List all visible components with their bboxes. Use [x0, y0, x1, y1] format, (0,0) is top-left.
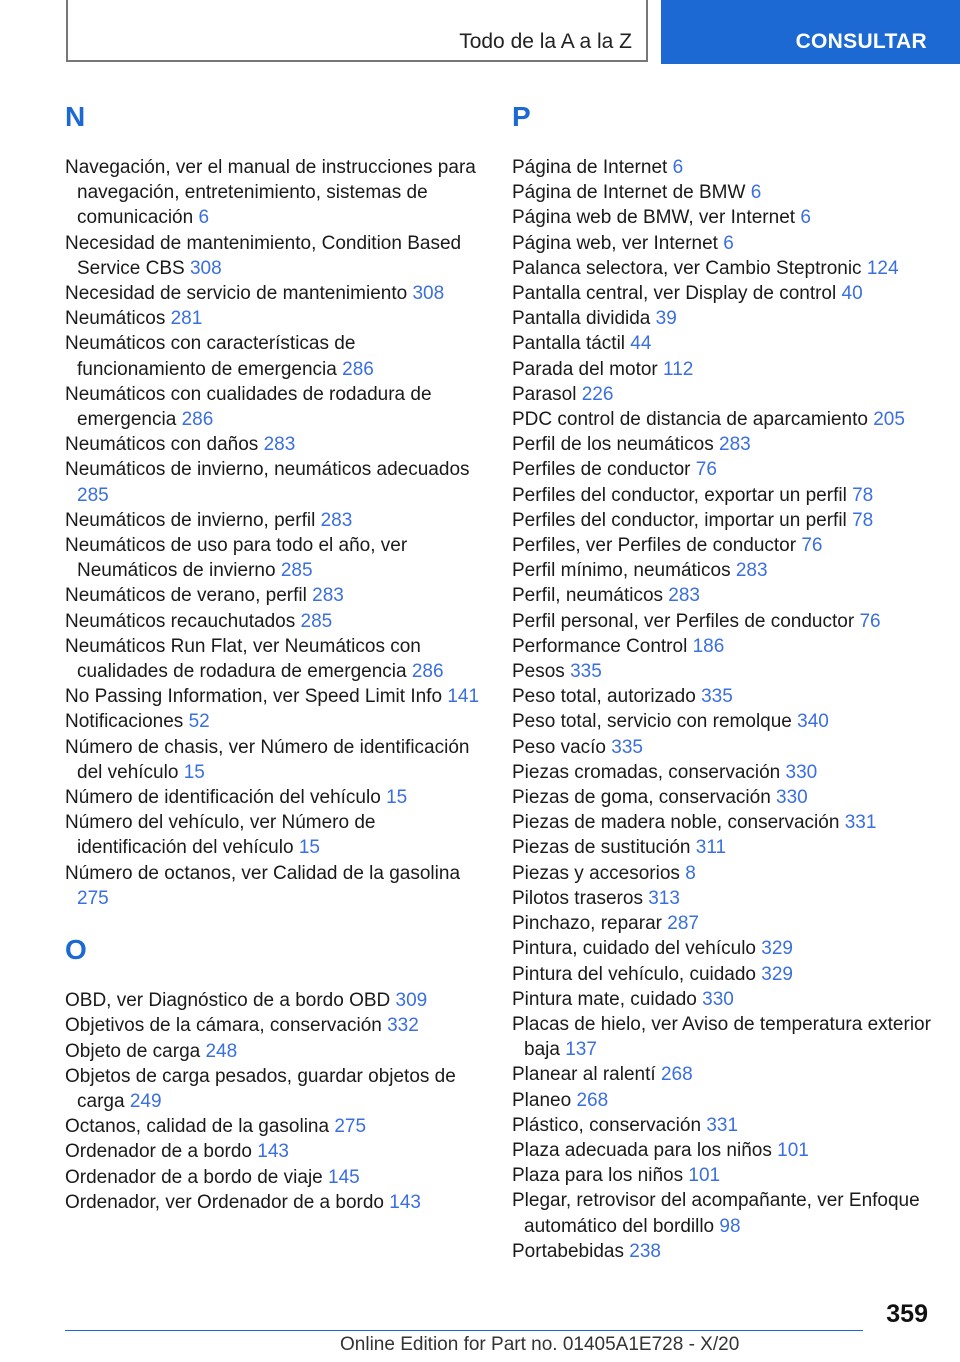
- index-entry-text: Necesidad de servicio de mantenimiento: [65, 283, 408, 305]
- index-entry: [65, 785, 485, 810]
- index-entry: [65, 684, 485, 709]
- index-page-link[interactable]: 40: [841, 283, 863, 305]
- index-entry-text: Pintura mate, cuidado: [512, 988, 697, 1010]
- index-entry-text: Portabebidas: [512, 1240, 624, 1262]
- index-page-link[interactable]: 39: [655, 308, 677, 330]
- index-entry: [512, 659, 932, 684]
- index-page-link[interactable]: 286: [411, 661, 444, 683]
- index-page-link[interactable]: 283: [668, 585, 700, 607]
- index-entry: [512, 357, 932, 382]
- footer-rule: [65, 1330, 863, 1331]
- index-letter-heading: N: [65, 101, 86, 132]
- index-page-link[interactable]: 186: [692, 635, 725, 657]
- index-entry: [65, 634, 485, 684]
- index-entry-text: Octanos, calidad de la gasolina: [65, 1116, 330, 1138]
- index-entry-text: Notificaciones: [65, 711, 184, 733]
- index-page-link[interactable]: 286: [342, 358, 374, 380]
- index-entry: [512, 382, 932, 407]
- index-page-link[interactable]: 124: [866, 257, 899, 279]
- index-entry: [512, 533, 932, 558]
- index-entry-text: Plaza para los niños: [512, 1165, 684, 1187]
- index-entry: [65, 609, 485, 634]
- index-entry: [65, 1139, 485, 1164]
- index-entry-text: Página de Internet: [512, 157, 668, 178]
- index-entry: [512, 962, 932, 987]
- index-entry-text: Número de octanos, ver Calidad de la gasolina: [65, 862, 461, 884]
- index-entry: [512, 987, 932, 1012]
- index-entry: [65, 735, 485, 785]
- index-page-link[interactable]: 15: [386, 787, 408, 809]
- index-entry-text: Perfil, neumáticos: [512, 585, 664, 607]
- index-entry: [512, 634, 932, 659]
- index-page-link[interactable]: 313: [648, 887, 680, 909]
- index-page-link[interactable]: 335: [570, 661, 602, 683]
- index-entry-text: Objetos de carga pesados, guardar objetos de carga: [65, 1065, 456, 1112]
- index-page-link[interactable]: 238: [629, 1240, 661, 1262]
- index-page-link[interactable]: 15: [298, 837, 320, 859]
- section-tab-label: Todo de la A a la Z: [459, 30, 632, 53]
- index-entry-text: Plástico, conservación: [512, 1114, 702, 1136]
- index-entry: [65, 1064, 485, 1114]
- index-entry: [512, 331, 932, 356]
- index-entry: [65, 1013, 485, 1038]
- index-entry-text: Planear al ralentí: [512, 1064, 656, 1086]
- index-page-link[interactable]: 268: [660, 1064, 693, 1086]
- index-entry: [512, 1239, 932, 1264]
- index-entry-text: Perfiles, ver Perfiles de conductor: [512, 535, 797, 557]
- footer-edition: Online Edition for Part no. 01405A1E728 - X/20: [340, 1334, 740, 1355]
- index-entry: [65, 583, 485, 608]
- index-entry: [512, 735, 932, 760]
- index-entry: [65, 1114, 485, 1139]
- chapter-tab-label: CONSULTAR: [795, 30, 927, 53]
- index-entry: [65, 709, 485, 734]
- index-page-link[interactable]: 286: [181, 409, 214, 431]
- index-page-link[interactable]: 275: [334, 1116, 367, 1138]
- index-entry-text: Neumáticos de invierno, neumáticos adecuados: [65, 459, 470, 481]
- index-entry-text: Perfil de los neumáticos: [512, 434, 714, 456]
- index-column-left: [65, 98, 485, 1215]
- index-entry-text: Piezas y accesorios: [512, 862, 680, 884]
- index-entry-text: Pintura del vehículo, cuidado: [512, 963, 756, 985]
- index-entry-text: OBD, ver Diagnóstico de a bordo OBD: [65, 990, 391, 1012]
- index-page-link[interactable]: 285: [280, 560, 313, 582]
- index-page-link[interactable]: 332: [387, 1015, 419, 1037]
- index-entry: [512, 155, 932, 180]
- index-entry-text: Pantalla dividida: [512, 308, 651, 330]
- index-entry-text: Neumáticos con cualidades de rodadura de emergencia: [65, 383, 432, 431]
- index-entry: [512, 231, 932, 256]
- index-entry: [512, 558, 932, 583]
- index-page-link[interactable]: 8: [685, 862, 696, 884]
- index-page-link[interactable]: 311: [695, 837, 727, 859]
- index-entry-text: Plegar, retrovisor del acompañante, ver Enfoque automático del bordillo: [512, 1190, 920, 1237]
- index-entry-text: Perfiles del conductor, importar un perfil: [512, 509, 847, 531]
- index-page-link[interactable]: 226: [581, 383, 614, 405]
- index-page-link[interactable]: 137: [565, 1039, 597, 1061]
- index-page-link[interactable]: 78: [852, 484, 874, 506]
- index-entry: [512, 785, 932, 810]
- index-entry-text: Pilotos traseros: [512, 887, 643, 909]
- index-page-link[interactable]: 281: [170, 308, 203, 330]
- index-entry-text: Perfil personal, ver Perfiles de conductor: [512, 610, 855, 632]
- index-entry-text: Pesos: [512, 661, 565, 683]
- index-page-link[interactable]: 285: [77, 484, 109, 506]
- index-entry-text: Objeto de carga: [65, 1040, 201, 1062]
- index-page-link[interactable]: 340: [797, 711, 829, 733]
- index-entry-text: Parada del motor: [512, 358, 658, 380]
- index-entry: [65, 432, 485, 457]
- index-page-link[interactable]: 101: [688, 1165, 721, 1187]
- section-tab: [66, 0, 648, 62]
- index-entry-text: Piezas cromadas, conservación: [512, 761, 781, 783]
- index-entry-text: Peso vacío: [512, 736, 606, 758]
- index-entry-text: Pinchazo, reparar: [512, 913, 662, 935]
- index-entry-text: Navegación, ver el manual de instrucciones para navegación, entretenimiento, sistemas de comunicación: [65, 157, 476, 229]
- index-page-link[interactable]: 309: [395, 990, 428, 1012]
- index-entry-text: Neumáticos con daños: [65, 434, 259, 456]
- index-letter-heading: O: [65, 934, 87, 966]
- index-page-link[interactable]: 287: [667, 913, 699, 935]
- index-entry: [65, 155, 485, 231]
- index-page-link[interactable]: 76: [695, 459, 717, 481]
- chapter-tab: [661, 0, 960, 64]
- index-entry: [512, 835, 932, 860]
- index-entry: [512, 1163, 932, 1188]
- index-entry-text: Pantalla táctil: [512, 333, 626, 355]
- index-entry: [512, 457, 932, 482]
- index-page-link[interactable]: 145: [328, 1166, 360, 1188]
- index-entry-text: Necesidad de mantenimiento, Condition Based Service CBS: [65, 232, 462, 279]
- index-page-link[interactable]: 275: [77, 887, 109, 909]
- index-entry: [65, 810, 485, 860]
- index-page-link[interactable]: 283: [735, 560, 768, 582]
- index-page-link[interactable]: 112: [663, 358, 694, 380]
- index-letter-heading: P: [512, 101, 531, 132]
- index-page-link[interactable]: 76: [859, 610, 881, 632]
- index-page-link[interactable]: 285: [300, 610, 333, 632]
- index-entry: [512, 432, 932, 457]
- index-entry: [65, 1165, 485, 1190]
- index-entry: [65, 331, 485, 381]
- index-page-link[interactable]: 6: [723, 232, 734, 254]
- index-page-link[interactable]: 6: [800, 207, 811, 229]
- index-page-link[interactable]: 6: [672, 157, 684, 178]
- index-page-link[interactable]: 44: [630, 333, 652, 355]
- index-page-link[interactable]: 283: [312, 585, 344, 607]
- index-page-link[interactable]: 248: [205, 1040, 238, 1062]
- index-entry-text: Página web, ver Internet: [512, 232, 718, 254]
- index-page-link[interactable]: 76: [801, 535, 823, 557]
- index-entry: [65, 281, 485, 306]
- index-entry-text: Neumáticos de invierno, perfil: [65, 509, 316, 531]
- index-page-link[interactable]: 249: [129, 1090, 162, 1112]
- index-entry-text: Neumáticos con características de funcionamiento de emergencia: [65, 333, 356, 380]
- index-entry-text: Performance Control: [512, 635, 688, 657]
- index-entry-text: Neumáticos recauchutados: [65, 610, 296, 632]
- index-entry: [512, 256, 932, 281]
- index-entry: [512, 1062, 932, 1087]
- index-entry-text: Número de chasis, ver Número de identificación del vehículo: [65, 736, 470, 783]
- index-page-link[interactable]: 329: [761, 963, 793, 985]
- index-entry-text: Palanca selectora, ver Cambio Steptronic: [512, 257, 862, 279]
- index-page-link[interactable]: 308: [189, 257, 222, 279]
- index-entry-text: Número del vehículo, ver Número de identificación del vehículo: [65, 812, 376, 859]
- index-entry-text: Perfil mínimo, neumáticos: [512, 560, 731, 582]
- index-entry: [65, 231, 485, 281]
- index-page-link[interactable]: 141: [447, 686, 480, 708]
- index-entry-text: Plaza adecuada para los niños: [512, 1139, 772, 1161]
- index-entry: [512, 861, 932, 886]
- index-entry: [65, 533, 485, 583]
- index-entry-text: Neumáticos de verano, perfil: [65, 585, 307, 607]
- index-entry: [512, 684, 932, 709]
- index-entry: [512, 508, 932, 533]
- index-page-link[interactable]: 143: [389, 1191, 421, 1213]
- index-entry-text: Número de identificación del vehículo: [65, 787, 381, 809]
- index-entry: [512, 709, 932, 734]
- index-entry: [512, 407, 932, 432]
- index-page-link[interactable]: 330: [785, 761, 818, 783]
- index-entry: [512, 760, 932, 785]
- index-page-link[interactable]: 52: [188, 711, 210, 733]
- index-page-link[interactable]: 6: [750, 182, 762, 204]
- index-entry-text: Planeo: [512, 1089, 572, 1111]
- index-page-link[interactable]: 15: [183, 761, 205, 783]
- index-entry-text: Neumáticos de uso para todo el año, ver Neumáticos de invierno: [65, 535, 408, 582]
- index-entry: [65, 306, 485, 331]
- page-header: [0, 0, 960, 64]
- index-entry-text: Página de Internet de BMW: [512, 182, 746, 204]
- index-page-link[interactable]: 283: [320, 509, 353, 531]
- page-number: 359: [886, 1300, 928, 1328]
- index-entry-text: Peso total, autorizado: [512, 686, 696, 708]
- index-page-link[interactable]: 78: [852, 509, 874, 531]
- index-entry-text: Placas de hielo, ver Aviso de temperatura exterior baja: [512, 1013, 931, 1061]
- index-entry: [512, 1138, 932, 1163]
- index-entry: [512, 1113, 932, 1138]
- index-entry-text: Parasol: [512, 383, 577, 405]
- index-entry: [512, 281, 932, 306]
- index-entry: [512, 1012, 932, 1062]
- index-entry: [65, 508, 485, 533]
- index-entry-text: Ordenador de a bordo: [65, 1141, 252, 1163]
- index-page-link[interactable]: 101: [777, 1139, 809, 1161]
- index-page-link[interactable]: 283: [719, 434, 751, 456]
- index-entry-text: Objetivos de la cámara, conservación: [65, 1015, 382, 1037]
- index-page-link[interactable]: 331: [844, 812, 877, 834]
- index-page-link[interactable]: 6: [198, 207, 210, 229]
- index-entry-text: PDC control de distancia de aparcamiento: [512, 409, 868, 431]
- index-entry-text: No Passing Information, ver Speed Limit Info: [65, 686, 443, 708]
- index-entry: [65, 457, 485, 507]
- index-page-link[interactable]: 335: [611, 736, 643, 758]
- index-entry-text: Ordenador de a bordo de viaje: [65, 1166, 323, 1188]
- index-entry-text: Peso total, servicio con remolque: [512, 711, 792, 733]
- index-entry: [512, 936, 932, 961]
- index-page-link[interactable]: 331: [706, 1114, 739, 1136]
- index-entry: [512, 306, 932, 331]
- index-entry: [512, 810, 932, 835]
- index-page-link[interactable]: 330: [776, 787, 808, 809]
- index-entry-text: Página web de BMW, ver Internet: [512, 207, 796, 229]
- index-page-link[interactable]: 329: [761, 938, 793, 960]
- index-entry-text: Ordenador, ver Ordenador de a bordo: [65, 1191, 384, 1213]
- index-entry: [512, 1188, 932, 1238]
- index-page-link[interactable]: 330: [702, 988, 734, 1010]
- index-entry: [65, 382, 485, 432]
- index-page-link[interactable]: 308: [412, 283, 445, 305]
- index-entry-text: Pintura, cuidado del vehículo: [512, 938, 756, 960]
- index-entry: [512, 583, 932, 608]
- index-entry-text: Perfiles de conductor: [512, 459, 691, 481]
- index-entry-text: Piezas de goma, conservación: [512, 787, 771, 809]
- index-entry-text: Piezas de sustitución: [512, 837, 691, 859]
- index-entry: [512, 1088, 932, 1113]
- index-page-link[interactable]: 283: [263, 434, 296, 456]
- index-entry: [512, 886, 932, 911]
- index-entry-text: Pantalla central, ver Display de control: [512, 283, 837, 305]
- index-page-link[interactable]: 205: [873, 409, 905, 431]
- index-column-right: [512, 98, 932, 1264]
- index-page-link[interactable]: 268: [576, 1089, 609, 1111]
- index-entry: [65, 988, 485, 1013]
- index-entry: [512, 205, 932, 230]
- index-entry: [512, 609, 932, 634]
- index-page-link[interactable]: 335: [701, 686, 733, 708]
- index-entry: [65, 861, 485, 911]
- index-entry-text: Neumáticos Run Flat, ver Neumáticos con cualidades de rodadura de emergencia: [65, 635, 421, 683]
- index-entry: [65, 1039, 485, 1064]
- index-page-link[interactable]: 98: [719, 1215, 741, 1237]
- index-entry-text: Perfiles del conductor, exportar un perfil: [512, 484, 847, 506]
- index-entry-text: Neumáticos: [65, 308, 166, 330]
- index-page-link[interactable]: 143: [257, 1141, 289, 1163]
- index-entry-text: Piezas de madera noble, conservación: [512, 812, 840, 834]
- index-entry: [512, 483, 932, 508]
- index-entry: [512, 180, 932, 205]
- index-entry: [512, 911, 932, 936]
- index-entry: [65, 1190, 485, 1215]
